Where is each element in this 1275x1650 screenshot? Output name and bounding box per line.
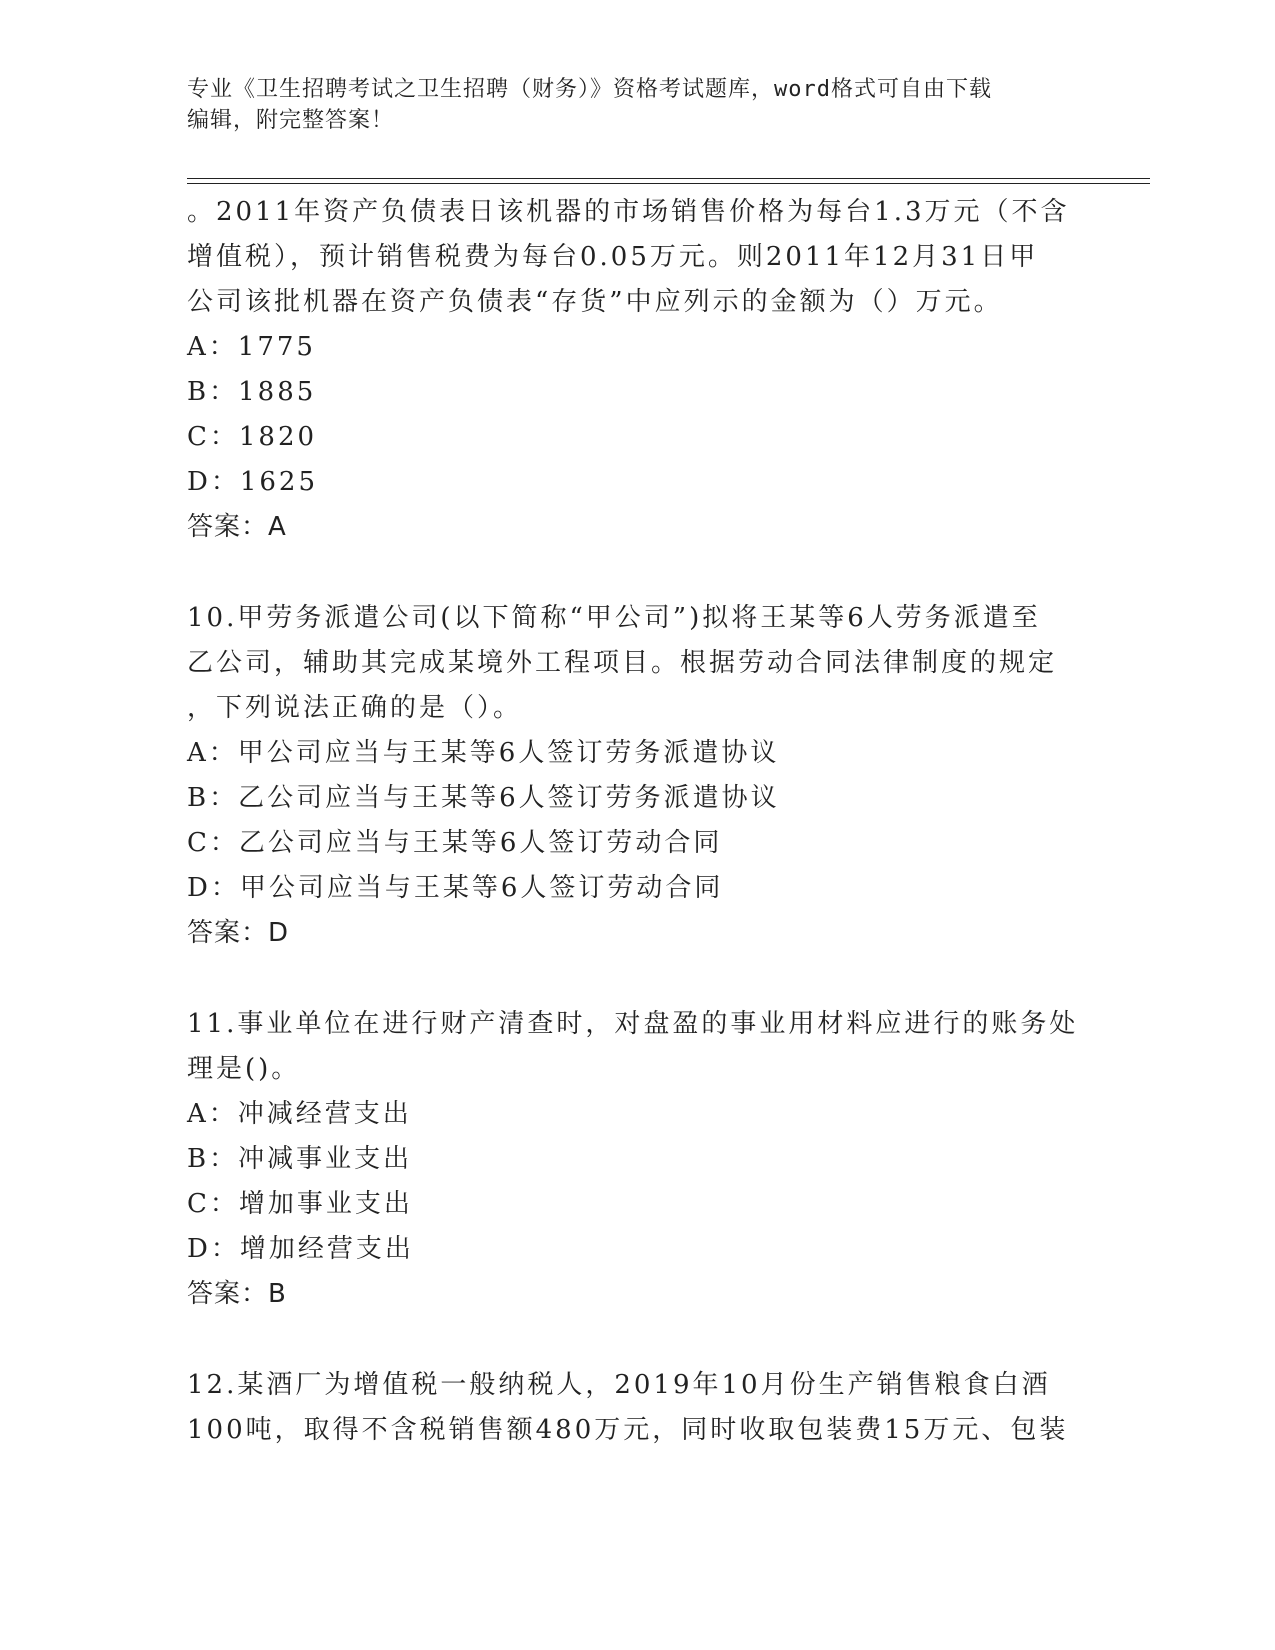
option-d: D：甲公司应当与王某等6人签订劳动合同 [187,873,724,903]
question-stem-line: ，下列说法正确的是（）。 [187,693,523,723]
header-divider-top [187,178,1150,179]
option-b: B：冲减事业支出 [187,1144,413,1174]
answer: 答案：B [187,1279,287,1309]
header-divider-bottom [187,183,1150,184]
option-a: A：冲减经营支出 [187,1099,412,1129]
question-10 [187,596,1087,956]
question-11 [187,1002,1087,1317]
question-stem-line: 理是()。 [187,1054,301,1084]
option-b: B：乙公司应当与王某等6人签订劳务派遣协议 [187,783,780,813]
document-header [187,74,1087,136]
option-d: D：1625 [187,467,319,497]
question-9 [187,190,1087,550]
option-c: C：增加事业支出 [187,1189,413,1219]
option-c: C：1820 [187,422,318,452]
header-line-2: 编辑，附完整答案！ [187,108,395,133]
question-stem-line: 公司该批机器在资产负债表“存货”中应列示的金额为（）万元。 [187,287,1003,317]
question-12 [187,1363,1087,1453]
question-stem-line: 10.甲劳务派遣公司(以下简称“甲公司”)拟将王某等6人劳务派遣至 [187,603,1041,633]
option-d: D：增加经营支出 [187,1234,414,1264]
spacer [187,1317,1087,1363]
question-stem-line: 100吨，取得不含税销售额480万元，同时收取包装费15万元、包装 [187,1415,1069,1445]
spacer [187,956,1087,1002]
question-stem-line: 12.某酒厂为增值税一般纳税人，2019年10月份生产销售粮食白酒 [187,1370,1051,1400]
question-stem-line: 。2011年资产负债表日该机器的市场销售价格为每台1.3万元（不含 [187,197,1070,227]
option-b: B：1885 [187,377,317,407]
spacer [187,550,1087,596]
option-a: A：甲公司应当与王某等6人签订劳务派遣协议 [187,738,780,768]
question-stem-line: 乙公司，辅助其完成某境外工程项目。根据劳动合同法律制度的规定 [187,648,1058,678]
answer: 答案：D [187,918,290,948]
option-a: A：1775 [187,332,316,362]
header-line-1: 专业《卫生招聘考试之卫生招聘（财务）》资格考试题库，word格式可自由下载 [187,77,992,102]
option-c: C：乙公司应当与王某等6人签订劳动合同 [187,828,723,858]
question-stem-line: 11.事业单位在进行财产清查时，对盘盈的事业用材料应进行的账务处 [187,1009,1079,1039]
question-list [187,190,1087,1453]
answer: 答案：A [187,512,287,542]
question-stem-line: 增值税），预计销售税费为每台0.05万元。则2011年12月31日甲 [187,242,1039,272]
